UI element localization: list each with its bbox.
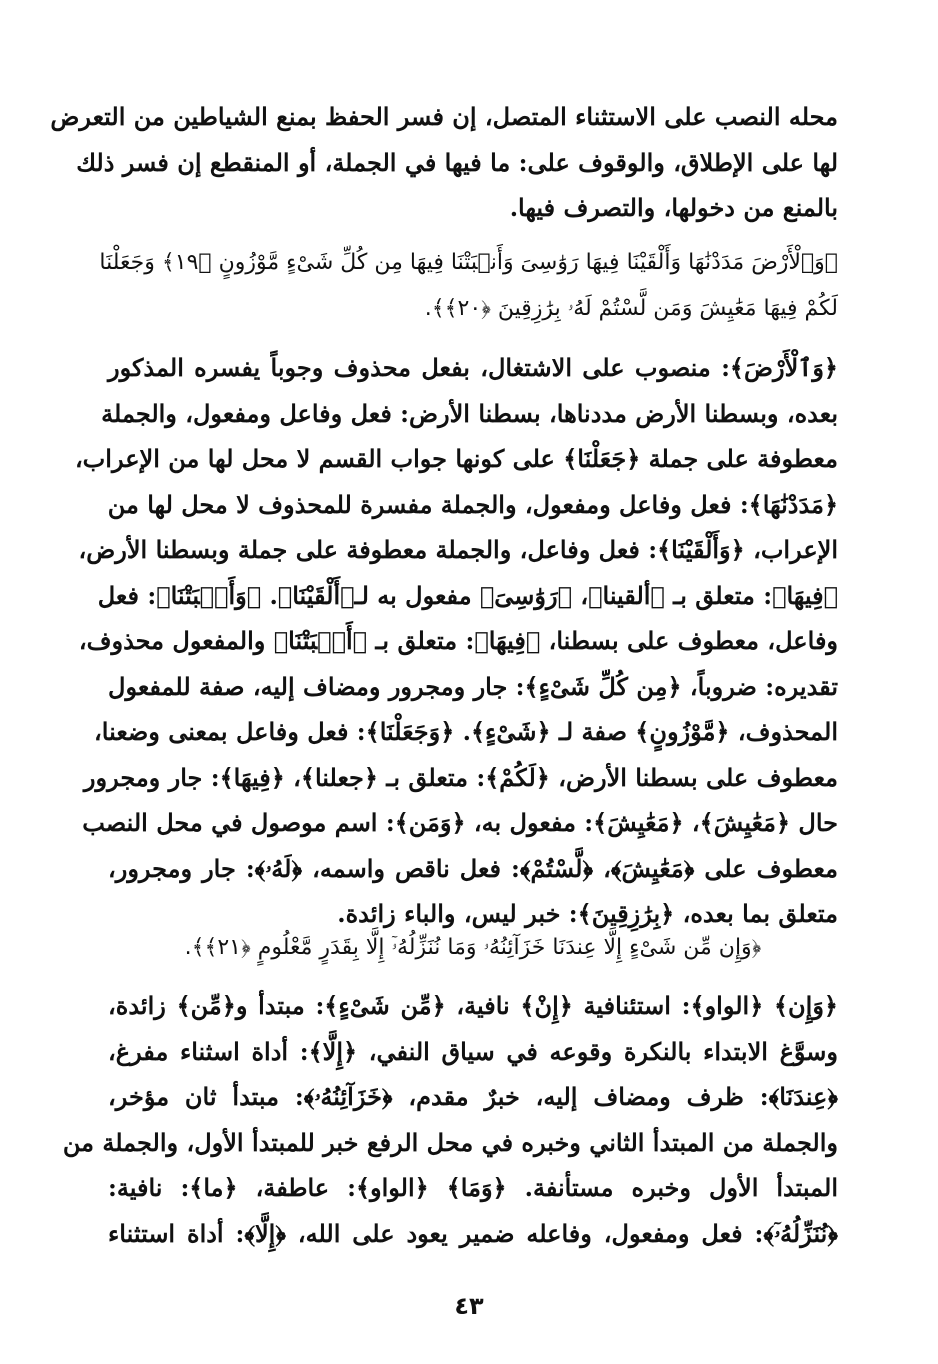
text-line: ﴿وَٱلْأَرْضَ﴾: منصوب على الاشتغال، بفعل محذوف وجوباً يفسره المذكور bbox=[108, 353, 838, 382]
paragraph-2 bbox=[74, 345, 838, 937]
text-line: الإعراب، ﴿وَأَلْقَيْنَا﴾: فعل وفاعل، والجملة معطوفة على جملة وبسطنا الأرض، bbox=[78, 535, 838, 564]
text-line: محله النصب على الاستثناء المتصل، إن فسر الحفظ بمنع الشياطين من التعرض bbox=[50, 102, 838, 131]
text-line: ﴿وَإِن﴾ ﴿الواو﴾: استئنافية ﴿إِنْ﴾ نافية، ﴿مِّن شَىْءٍ﴾: مبتدأ و﴿مِّن﴾ زائدة، bbox=[108, 991, 838, 1020]
quran-verse-1 bbox=[99, 240, 838, 332]
text-line: لها على الإطلاق، والوقوف على: ما فيها في الجملة، أو المنقطع إن فسر ذلك bbox=[76, 147, 838, 177]
text-line: وفاعل، معطوف على بسطنا، ﴿فِيهَا﴾: متعلق بـ ﴿أَنۢبَتْنَا﴾ والمفعول محذوف، bbox=[78, 626, 838, 655]
quran-verse-2 bbox=[108, 925, 838, 971]
text-line: المحذوف، ﴿مَّوْزُونٍ﴾ صفة لـ ﴿شَىْءٍ﴾. ﴿وَجَعَلْنَا﴾: فعل وفاعل بمعنى وضعنا، bbox=[94, 717, 838, 746]
text-line: المبتدأ الأول وخبره مستأنفة. ﴿وَمَا﴾ ﴿الواو﴾: عاطفة، ﴿ما﴾: نافية: bbox=[108, 1173, 838, 1202]
text-line: بعده، وبسطنا الأرض مددناها، بسطنا الأرض: فعل وفاعل ومفعول، والجملة bbox=[101, 398, 838, 428]
text-line: معطوفة على جملة ﴿جَعَلْنَا﴾ على كونها جواب القسم لا محل لها من الإعراب، bbox=[74, 444, 838, 473]
text-line: ﴿نُنَزِّلُهُۥٓ﴾: فعل ومفعول، وفاعله ضمير يعود على الله، ﴿إِلَّا﴾: أداة استثناء bbox=[108, 1218, 838, 1248]
text-line: ﴿مَدَدْنَٰهَا﴾: فعل وفاعل ومفعول، والجملة مفسرة للمحذوف لا محل لها من bbox=[107, 489, 838, 519]
verse-line: لَكُمْ فِيهَا مَعَٰيِشَ وَمَن لَّسْتُمْ لَهُۥ بِرَٰزِقِينَ ﴿٢٠﴾﴾. bbox=[424, 296, 838, 321]
text-line: والجملة من المبتدأ الثاني وخبره في محل الرفع خبر للمبتدأ الأول، والجملة من bbox=[62, 1127, 838, 1157]
text-line: حال ﴿مَعَٰيِشَ﴾، ﴿مَعَٰيِشَ﴾: مفعول به، ﴿وَمَن﴾: اسم موصول في محل النصب bbox=[82, 808, 838, 837]
paragraph-1 bbox=[50, 94, 838, 231]
text-line: وسوَّغ الابتداء بالنكرة وقوعه في سياق النفي، ﴿إِلَّا﴾: أداة اسثناء مفرغ، bbox=[108, 1036, 838, 1066]
verse-line: ﴿وَإِن مِّن شَىْءٍ إِلَّا عِندَنَا خَزَآئِنُهُۥ وَمَا نُنَزِّلُهُۥٓ إِلَّا بِقَدَرٍ مَّعْلُومٍ ﴿٢١﴾﴾. bbox=[184, 935, 762, 960]
text-line: بالمنع من دخولها، والتصرف فيها. bbox=[509, 193, 838, 222]
paragraph-3 bbox=[62, 983, 838, 1256]
text-line: متعلق بما بعده، ﴿بِرَٰزِقِينَ﴾: خبر ليس، والباء زائدة. bbox=[337, 899, 838, 928]
text-line: تقديره: ضروباً، ﴿مِن كُلِّ شَىْءٍ﴾: جار ومجرور ومضاف إليه، صفة للمفعول bbox=[108, 671, 838, 701]
verse-line: ﴿وَٱلْأَرْضَ مَدَدْنَٰهَا وَأَلْقَيْنَا فِيهَا رَوَٰسِىَ وَأَنۢبَتْنَا فِيهَا مِن كُلِّ شَىْءٍ مَّوْزُونٍ ﴿١٩﴾ وَجَعَلْنَا bbox=[99, 250, 838, 275]
text-line: ﴿عِندَنَا﴾: ظرف ومضاف إليه، خبرٌ مقدم، ﴿خَزَآئِنُهُۥ﴾: مبتدأ ثان مؤخر، bbox=[108, 1082, 838, 1111]
text-line: معطوف على بسطنا الأرض، ﴿لَكُمْ﴾: متعلق بـ ﴿جعلنا﴾، ﴿فِيهَا﴾: جار ومجرور bbox=[83, 762, 838, 792]
text-line: معطوف على ﴿مَعَٰيِشَ﴾، ﴿لَّسْتُمْ﴾: فعل ناقص واسمه، ﴿لَهُۥ﴾: جار ومجرور، bbox=[108, 853, 838, 883]
text-line: ﴿فِيهَا﴾: متعلق بـ ﴿ألقينا﴾، ﴿رَوَٰسِىَ﴾ مفعول به لـ﴿أَلْقَيْنَا﴾. ﴿وَأَنۢبَتْنَا﴾: فعل bbox=[97, 580, 838, 610]
page-number: ٤٣ bbox=[454, 1292, 484, 1320]
